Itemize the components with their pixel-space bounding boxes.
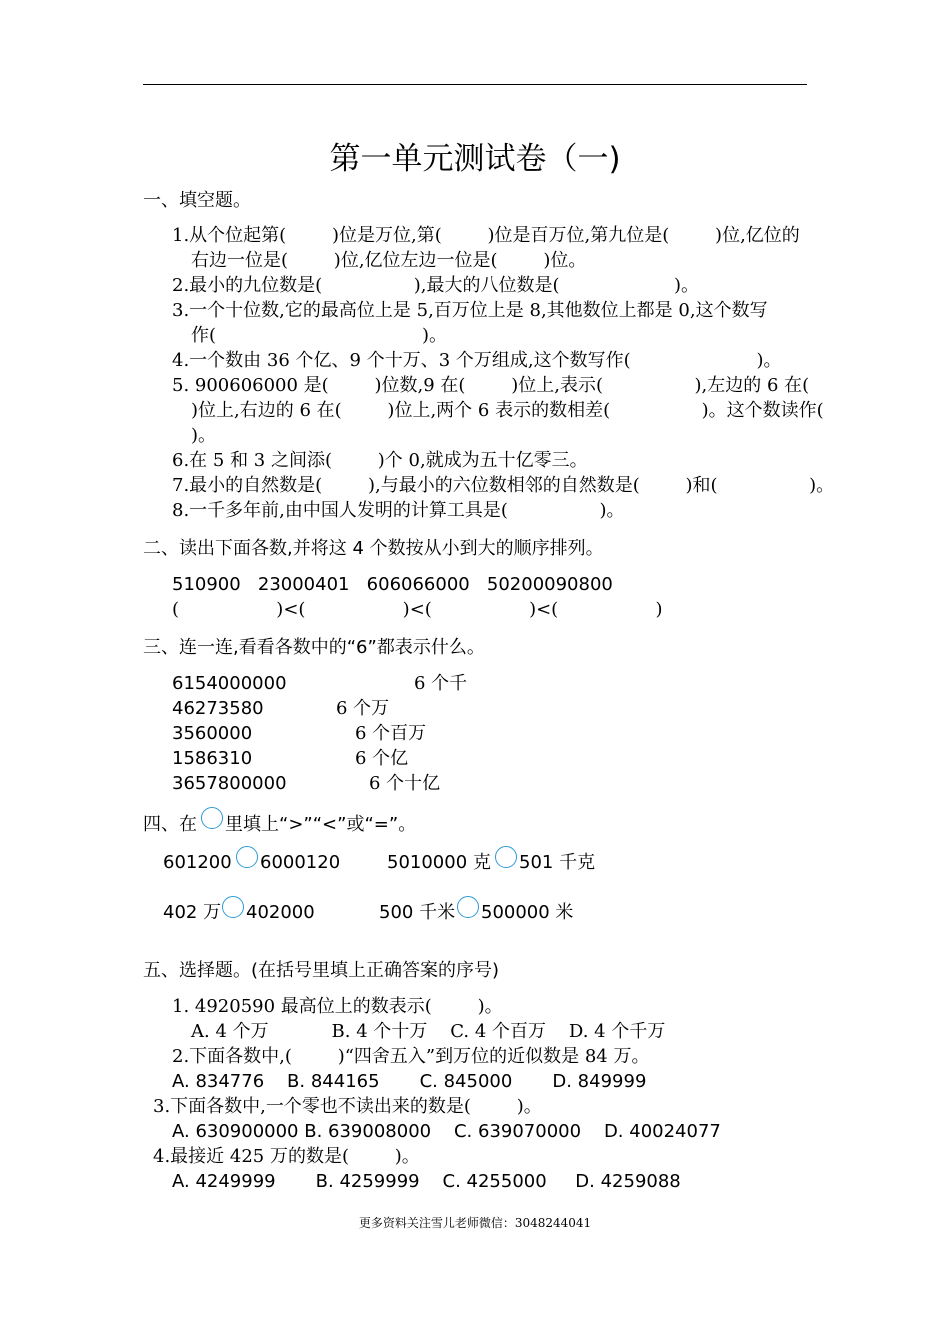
compare-4-right: 500000 米 — [481, 902, 574, 923]
section-3-heading: 三、连一连,看看各数中的“6”都表示什么。 — [143, 637, 485, 658]
q3-line2: 作( )。 — [191, 325, 448, 346]
choice-q4: 4.最接近 425 万的数是( )。 — [153, 1146, 420, 1167]
compare-2-circle[interactable] — [495, 846, 517, 868]
compare-4-left: 500 千米 — [379, 902, 456, 923]
compare-3-circle[interactable] — [222, 896, 244, 918]
page-title: 第一单元测试卷（一) — [329, 141, 621, 177]
section-1-heading: 一、填空题。 — [143, 190, 251, 211]
q4: 4.一个数由 36 个亿、9 个十万、3 个万组成,这个数写作( )。 — [172, 350, 782, 371]
match-left-3: 3560000 — [172, 723, 253, 744]
choice-q2-options: A. 834776 B. 844165 C. 845000 D. 849999 — [172, 1071, 647, 1092]
section-4-heading-b: 里填上“>”“<”或“=”。 — [225, 814, 417, 835]
compare-1-left: 601200 — [163, 852, 232, 873]
compare-3-right: 402000 — [246, 902, 315, 923]
compare-2-left: 5010000 克 — [387, 852, 491, 873]
match-right-1: 6 个千 — [414, 673, 468, 694]
section-5-heading: 五、选择题。(在括号里填上正确答案的序号) — [143, 960, 500, 981]
order-row: ( )<( )<( )<( ) — [172, 599, 663, 620]
numbers-row: 510900 23000401 606066000 50200090800 — [172, 574, 613, 595]
top-rule — [143, 84, 807, 85]
choice-q1: 1. 4920590 最高位上的数表示( )。 — [172, 996, 503, 1017]
q1-line1: 1.从个位起第( )位是万位,第( )位是百万位,第九位是( )位,亿位的 — [172, 225, 800, 246]
q5-line2: )位上,右边的 6 在( )位上,两个 6 表示的数相差( )。这个数读作( — [191, 400, 824, 421]
choice-q2: 2.下面各数中,( )“四舍五入”到万位的近似数是 84 万。 — [172, 1046, 650, 1067]
choice-q1-options: A. 4 个万 B. 4 个十万 C. 4 个百万 D. 4 个千万 — [191, 1021, 666, 1042]
compare-1-circle[interactable] — [236, 846, 258, 868]
footer-note: 更多资料关注雪儿老师微信：3048244041 — [358, 1216, 592, 1230]
compare-3-left: 402 万 — [163, 902, 222, 923]
match-right-4: 6 个亿 — [355, 748, 409, 769]
q3-line1: 3.一个十位数,它的最高位上是 5,百万位上是 8,其他数位上都是 0,这个数写 — [172, 300, 768, 321]
match-right-3: 6 个百万 — [355, 723, 427, 744]
compare-circle-icon — [201, 807, 223, 829]
match-left-2: 46273580 — [172, 698, 264, 719]
match-left-5: 3657800000 — [172, 773, 287, 794]
match-left-4: 1586310 — [172, 748, 253, 769]
choice-q3-options: A. 630900000 B. 639008000 C. 639070000 D. 40024077 — [172, 1121, 721, 1142]
section-4-heading-a: 四、在 — [143, 814, 197, 835]
q7: 7.最小的自然数是( ),与最小的六位数相邻的自然数是( )和( )。 — [172, 475, 835, 496]
match-right-5: 6 个十亿 — [369, 773, 441, 794]
section-2-heading: 二、读出下面各数,并将这 4 个数按从小到大的顺序排列。 — [143, 538, 604, 559]
q6: 6.在 5 和 3 之间添( )个 0,就成为五十亿零三。 — [172, 450, 588, 471]
compare-4-circle[interactable] — [457, 896, 479, 918]
q2: 2.最小的九位数是( ),最大的八位数是( )。 — [172, 275, 699, 296]
match-left-1: 6154000000 — [172, 673, 287, 694]
q5-line3: )。 — [191, 425, 217, 446]
choice-q4-options: A. 4249999 B. 4259999 C. 4255000 D. 4259088 — [172, 1171, 681, 1192]
compare-1-right: 6000120 — [260, 852, 341, 873]
q8: 8.一千多年前,由中国人发明的计算工具是( )。 — [172, 500, 625, 521]
compare-2-right: 501 千克 — [519, 852, 596, 873]
choice-q3: 3.下面各数中,一个零也不读出来的数是( )。 — [153, 1096, 542, 1117]
q1-line2: 右边一位是( )位,亿位左边一位是( )位。 — [191, 250, 587, 271]
q5-line1: 5. 900606000 是( )位数,9 在( )位上,表示( ),左边的 6 在( — [172, 375, 810, 396]
match-right-2: 6 个万 — [336, 698, 390, 719]
